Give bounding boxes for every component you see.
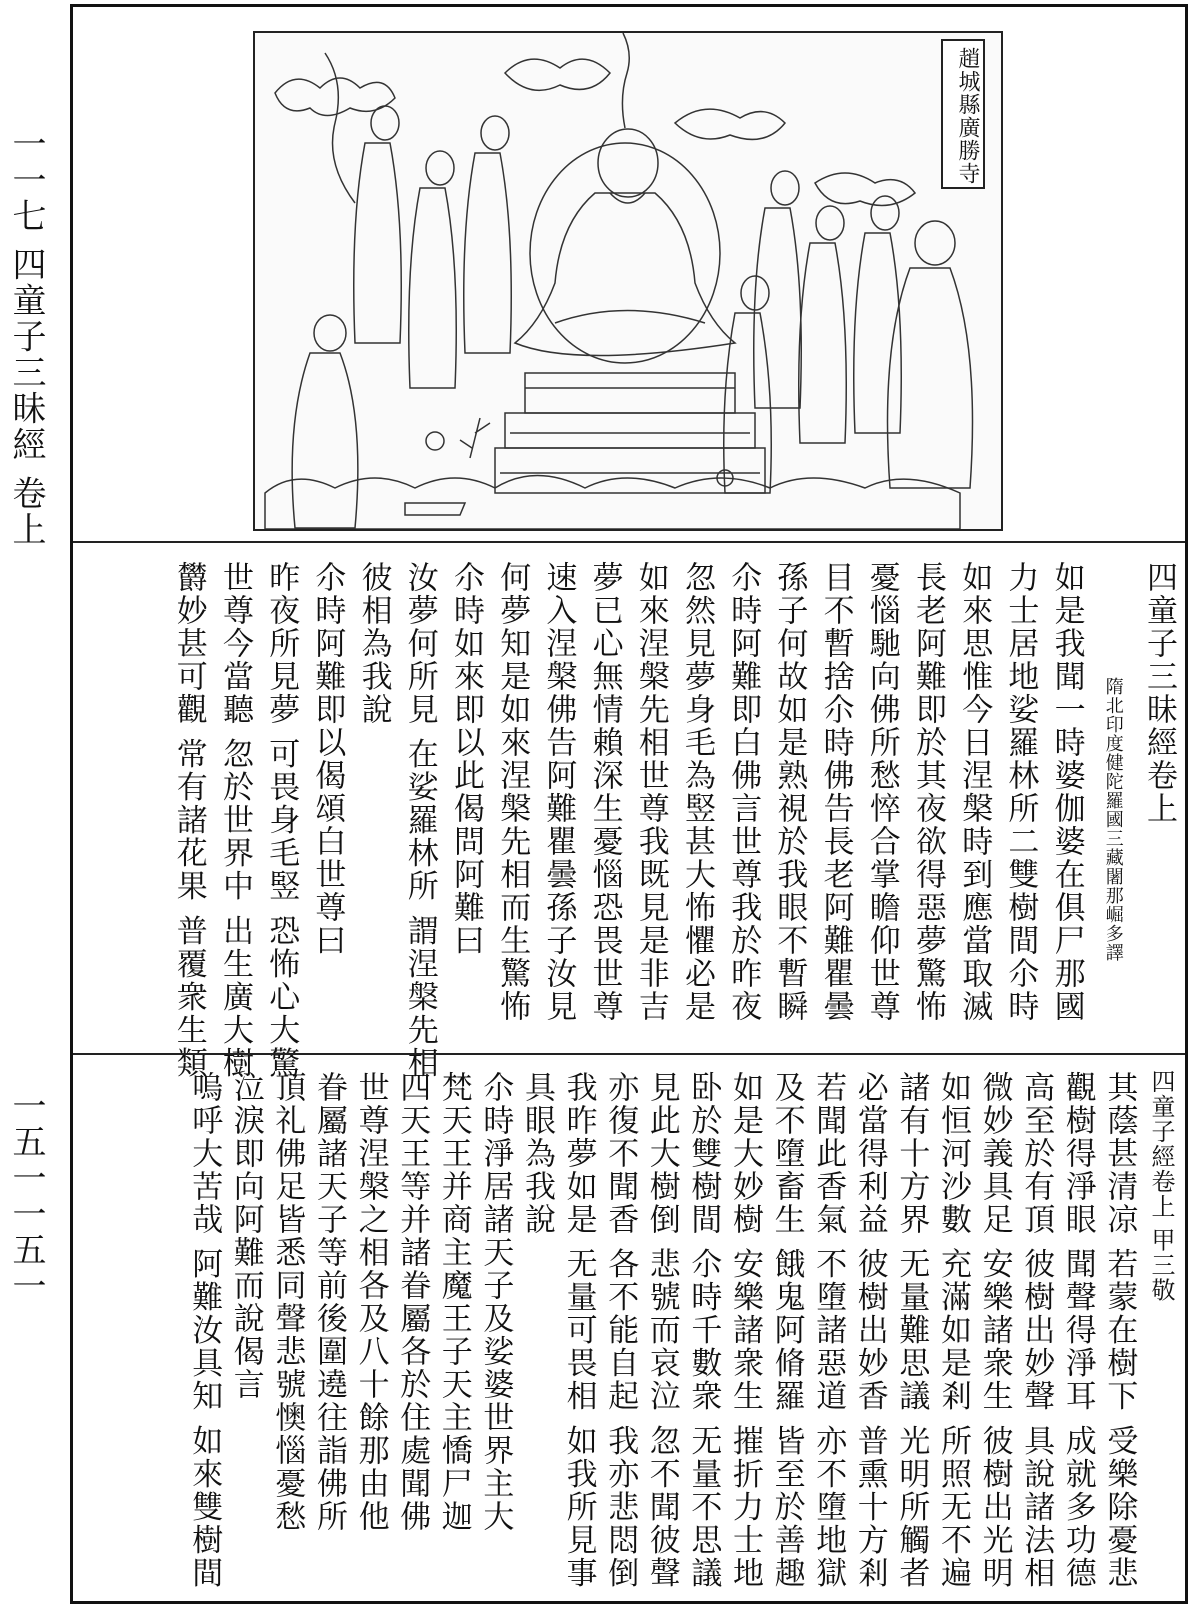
text-column: 尒時如來即以此偈問阿難曰 [448, 561, 484, 957]
temple-cartouche [941, 39, 985, 189]
text-register-lower [73, 1057, 1185, 1602]
divider-line [73, 541, 1185, 543]
text-column: 見此大樹倒 悲號而哀泣 忽不聞彼聲 [643, 1071, 680, 1590]
text-column: 尒時阿難即白佛言世尊我於昨夜 [725, 561, 762, 1023]
text-column: 忽然見夢身毛為竪甚大怖懼必是 [679, 561, 715, 1023]
text-column: 諸有十方界 无量難思議 光明所觸者 [893, 1071, 930, 1590]
text-column: 微妙義具足 安樂諸衆生 彼樹出光明 [976, 1071, 1013, 1590]
page-number-label: 一五一一五一 [6, 1088, 46, 1304]
text-column: 汝夢何所見 在娑羅林所 謂涅槃先相 [401, 561, 438, 1080]
divider-line [73, 1053, 1185, 1055]
text-column: 世尊今當聽 忽於世界中 出生廣大樹 [217, 561, 253, 1080]
text-column: 如來涅槃先相世尊我既見是非吉 [632, 561, 669, 1023]
text-column: 何夢知是如來涅槃先相而生驚怖 [494, 561, 531, 1023]
text-column: 世尊涅槃之相各及八十餘那由他 [352, 1071, 389, 1533]
text-column: 如來思惟今日涅槃時到應當取滅 [956, 561, 993, 1023]
text-column: 具眼為我說 [519, 1071, 555, 1236]
text-column: 頂礼佛足皆悉同聲悲號懊惱憂愁 [269, 1071, 306, 1533]
text-column: 觀樹得淨眼 聞聲得淨耳 成就多功德 [1059, 1071, 1096, 1590]
text-column: 欝妙甚可觀 常有諸花果 普覆衆生類 [170, 561, 207, 1080]
sutra-title: 四童子三昧經卷上 [1141, 561, 1177, 825]
illustration-drawing [255, 33, 1001, 529]
text-column: 必當得利益 彼樹出妙香 普熏十方剎 [851, 1071, 888, 1590]
buddha-illustration [253, 31, 1003, 531]
text-column: 速入涅槃佛告阿難瞿曇孫子汝見 [540, 561, 577, 1023]
text-column: 梵天王并商主魔王子天主憍尸迦 [435, 1071, 472, 1533]
text-column: 尒時阿難即以偈頌白世尊曰 [309, 561, 346, 957]
text-register-upper [73, 547, 1185, 1080]
side-margin-label: 一一七 四童子三昧經 卷上 [6, 126, 46, 548]
text-column: 四天王等并諸眷屬各於住處聞佛 [394, 1071, 431, 1533]
text-column: 卧於雙樹間 尒時千數衆 无量不思議 [685, 1071, 722, 1590]
text-column: 泣淚即向阿難而說偈言 [227, 1071, 264, 1401]
page-frame [70, 4, 1188, 1604]
text-column: 其蔭甚清凉 若蒙在樹下 受樂除憂悲 [1101, 1071, 1138, 1590]
text-column: 我昨夢如是 无量可畏相 如我所見事 [560, 1071, 597, 1590]
text-column: 如恒河沙數 充滿如是剎 所照无不遍 [935, 1071, 971, 1590]
text-column: 孫子何故如是熟視於我眼不暫瞬 [771, 561, 808, 1023]
text-column: 若聞此香氣 不墮諸惡道 亦不墮地獄 [810, 1071, 847, 1590]
text-column: 長老阿難即於其夜欲得惡夢驚怖 [910, 561, 946, 1023]
text-column: 眷屬諸天子等前後圍遶往詣佛所 [311, 1071, 347, 1533]
text-column: 尒時淨居諸天子及娑婆世界主大 [477, 1071, 514, 1533]
text-column: 高至於有頂 彼樹出妙聲 具說諸法相 [1018, 1071, 1055, 1590]
page-header: 四童子經卷上 甲三敬 [1147, 1069, 1175, 1303]
text-column: 力士居地娑羅林所二雙樹間尒時 [1002, 561, 1039, 1023]
text-column: 夢已心無情賴深生憂惱恐畏世尊 [586, 561, 623, 1023]
text-column: 昨夜所見夢 可畏身毛竪 恐怖心大驚 [263, 561, 300, 1080]
translator-line: 隋北印度健陀羅國三藏闍那崛多譯 [1102, 677, 1124, 962]
text-column: 亦復不聞香 各不能自起 我亦悲悶倒 [602, 1071, 639, 1590]
text-column: 憂惱馳向佛所愁悴合掌瞻仰世尊 [863, 561, 900, 1023]
text-column: 如是大妙樹 安樂諸衆生 摧折力士地 [727, 1071, 763, 1590]
text-column: 及不墮畜生 餓鬼阿脩羅 皆至於善趣 [768, 1071, 805, 1590]
text-column: 嗚呼大苦哉 阿難汝具知 如來雙樹間 [186, 1071, 223, 1590]
text-column: 彼相為我說 [355, 561, 392, 726]
temple-name: 趙城縣廣勝寺 [955, 47, 980, 185]
text-column: 目不暫捨尒時佛告長老阿難瞿曇 [817, 561, 854, 1023]
text-column: 如是我聞一時婆伽婆在俱尸那國 [1048, 561, 1085, 1023]
